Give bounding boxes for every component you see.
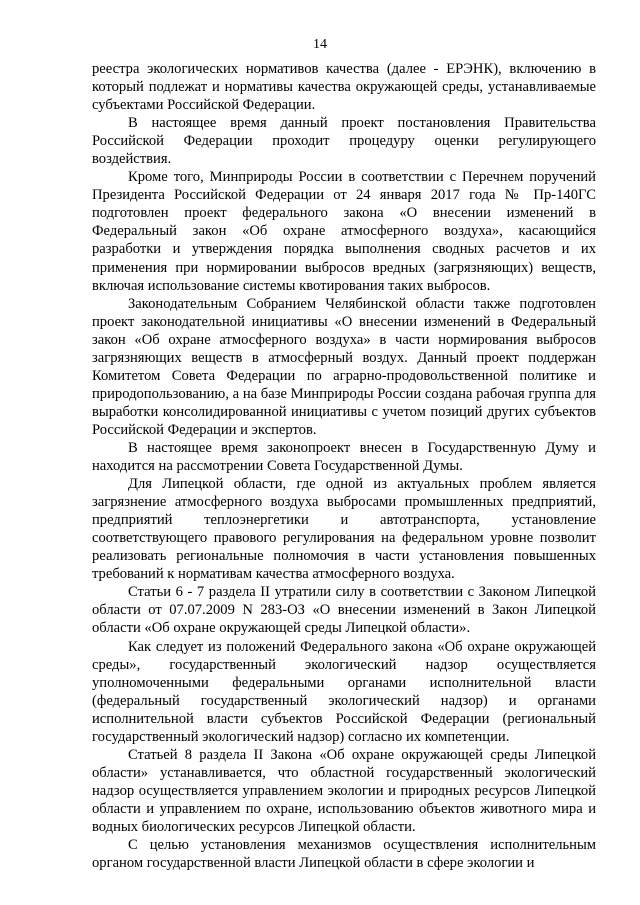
paragraph-lipetsk-problems: Для Липецкой области, где одной из актуальных проблем является загрязнение атмосферного воздуха выбросами промышленных предприятий, предприятий теплоэнергетики и автотранспорта, установление соответствующего правового регулирования на федеральном уровне позволит реализовать региональные полномочия в части установления повышенных требований к нормативам качества атмосферного воздуха. bbox=[92, 476, 596, 583]
paragraph-state-duma: В настоящее время законопроект внесен в Государственную Думу и находится на рассмотрении Совета Государственной Думы. bbox=[92, 439, 596, 475]
paragraph-chelyabinsk-initiative: Законодательным Собранием Челябинской области также подготовлен проект законодательной инициативы «О внесении изменений в Федеральный закон «Об охране атмосферного воздуха» в части нормирования выбросов загрязняющих веществ в атмосферный воздух. Данный проект поддержан Комитетом Совета Федерации по аграрно-продовольственной политике и природопользованию, а на базе Минприроды России создана рабочая группа для выработки консолидированной инициативы с учетом позиций других субъектов Российской Федерации и экспертов. bbox=[92, 295, 596, 438]
paragraph-article-8: Статьей 8 раздела II Закона «Об охране окружающей среды Липецкой области» устанавливается, что областной государственный экологический надзор осуществляется управлением экологии и природных ресурсов Липецкой области и управлением по охране, использованию объектов животного мира и водных биологических ресурсов Липецкой области. bbox=[92, 746, 596, 835]
paragraph-continuation: реестра экологических нормативов качества (далее - ЕРЭНК), включению в который подлежат и нормативы качества окружающей среды, устанавливаемые субъектами Российской Федерации. bbox=[92, 61, 596, 114]
paragraph-federal-supervision: Как следует из положений Федерального закона «Об охране окружающей среды», государственный экологический надзор осуществляется уполномоченными федеральными органами исполнительной власти (федеральный государственный экологический надзор) и органами исполнительной власти субъектов Российской Федерации (региональный государственный экологический надзор) согласно их компетенции. bbox=[92, 638, 596, 745]
document-body bbox=[92, 60, 596, 872]
paragraph-regulatory-review: В настоящее время данный проект постановления Правительства Российской Федерации проходит процедуру оценки регулирующего воздействия. bbox=[92, 115, 596, 168]
paragraph-purpose: С целью установления механизмов осуществления исполнительным органом государственной власти Липецкой области в сфере экологии и bbox=[92, 837, 596, 872]
page-number: 14 bbox=[313, 37, 327, 52]
paragraph-articles-repealed: Статьи 6 - 7 раздела II утратили силу в соответствии с Законом Липецкой области от 07.07.2009 N 283-ОЗ «О внесении изменений в Закон Липецкой области «Об охране окружающей среды Липецкой области». bbox=[92, 584, 596, 637]
paragraph-federal-bill: Кроме того, Минприроды России в соответствии с Перечнем поручений Президента Российской Федерации от 24 января 2017 года № Пр-140ГС подготовлен проект федерального закона «О внесении изменений в Федеральный закон «Об охране атмосферного воздуха», касающийся разработки и утверждения порядка выполнения сводных расчетов и их применения при нормировании выбросов вредных (загрязняющих) веществ, включая использование системы квотирования таких выбросов. bbox=[92, 169, 596, 294]
